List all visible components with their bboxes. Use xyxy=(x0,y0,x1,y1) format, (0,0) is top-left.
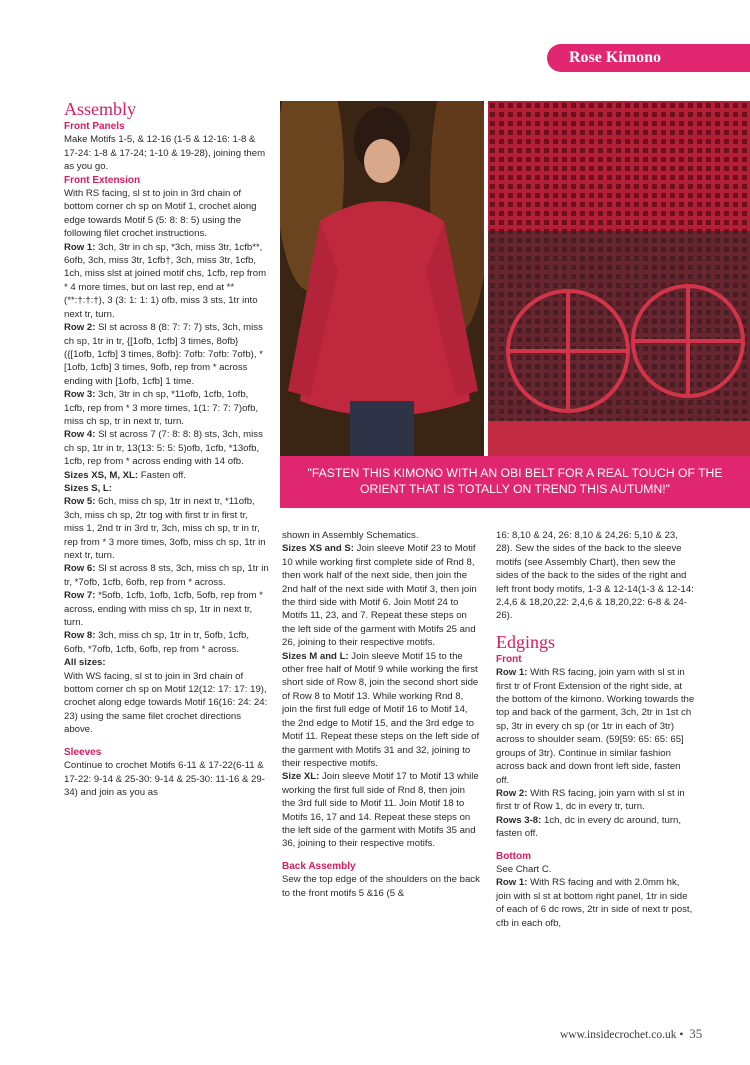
bottom-heading: Bottom xyxy=(496,850,531,862)
sizes-s-l: Sizes S, L: xyxy=(64,482,112,494)
all-sizes-label: All sizes: xyxy=(64,657,106,669)
lace-detail-graphic xyxy=(488,101,750,456)
detail-photo xyxy=(488,101,750,456)
all-sizes-text: With WS facing, sl st to join in 3rd chain of bottom corner ch sp on Motif 12(12: 17: 17: 19), crochet along edge towards Motif 16(16: 24: 24: 23) using the same filet crochet directions above. xyxy=(64,670,268,736)
front-panels-text: Make Motifs 1-5, & 12-16 (1-5 & 12-16: 1-8 & 17-24: 1-8 & 17-24; 1-10 & 19-28), joining them as you go. xyxy=(64,134,266,173)
row-8: Row 8: 3ch, miss ch sp, 1tr in tr, 5ofb, 1cfb, 6ofb, *7ofb, 1cfb, 6ofb, rep from * across. xyxy=(64,630,250,655)
edgings-heading: Edgings xyxy=(496,631,556,652)
sleeves-text: Continue to crochet Motifs 6-11 & 17-22(6-11 & 17-22: 9-14 & 25-30: 9-14 & 25-30: 11-16 & 29-34) and join as you as xyxy=(64,760,265,798)
model-photo xyxy=(280,101,484,456)
website-url: www.insidecrochet.co.uk xyxy=(560,1029,677,1041)
intro-text: shown in Assembly Schematics. xyxy=(282,530,419,541)
pull-quote: "FASTEN THIS KIMONO WITH AN OBI BELT FOR A REAL TOUCH OF THE ORIENT THAT IS TOTALLY ON TREND THIS AUTUMN!" xyxy=(280,456,750,508)
column-2 xyxy=(282,529,480,900)
page-footer xyxy=(560,1026,740,1042)
sizes-m-l: Sizes M and L: Join sleeve Motif 15 to the other free half of Motif 9 while working the first short side of Row 8, join the second short side of Row 8 to Motif 13. While working Rnd 8, join the first full edge of Motif 16 to Motif 14, the 2nd edge to Motif 15, and the 3rd edge to Motif 11. Repeat these steps on the left side of the garment with Motifs 31 and 32, joining to their respective motifs. xyxy=(282,650,480,769)
page-number: 35 xyxy=(689,1026,703,1041)
row-7: Row 7: *5ofb, 1cfb, 1ofb, 1cfb, 5ofb, rep from * across, ending with miss ch sp, 1tr in next tr, turn. xyxy=(64,590,263,629)
sizes-xs-m-xl: Sizes XS, M, XL: Fasten off. xyxy=(64,469,186,481)
front-row-1: Row 1: With RS facing, join yarn with sl st in first tr of Front Extension of the right side, at the bottom of the kimono. Working towards the top and back of the garment, 3ch, 2tr in 1st ch sp, 3tr in every ch sp (or 1tr in each of 3tr) across to shoulder seam. (59[59: 65: 65: 65] groups of 3tr). Continue in similar fashion across back and down front left side, fasten off. xyxy=(496,667,695,786)
section-tab: Rose Kimono xyxy=(547,44,750,72)
front-row-2: Row 2: With RS facing, join yarn with sl st in first tr of Row 1, dc in every tr, turn. xyxy=(496,787,685,813)
row-1: Row 1: 3ch, 3tr in ch sp, *3ch, miss 3tr, 1cfb**, 6ofb, 3ch, miss 3tr, 1cfb†, 3ch, miss 3tr, 1cfb, 1ch, miss slst at joined motif chs, 1cfb, rep from * 4 more times, but on last rep, end at ** (**:†:†:†), 3 (3: 1: 1: 1) ofb, miss 3 sts, 1tr into next tr, turn. xyxy=(64,241,267,320)
sleeves-heading: Sleeves xyxy=(64,746,102,758)
front-panels-heading: Front Panels xyxy=(64,121,125,132)
column-3 xyxy=(496,529,696,930)
continued-text: 16: 8,10 & 24, 26: 8,10 & 24,26: 5,10 & 23, 28). Sew the sides of the back to the sleeve motifs (see Assembly Chart), then sew the sides of the back to the sides of the right and left front body motifs, 1-3 & 12-14(1-3 & 12-14: 2,4,6 & 18,20,22: 2,4,6 & 18,20,22: 6-8 & 24-26). xyxy=(496,530,694,622)
front-heading: Front xyxy=(496,653,522,665)
row-6: Row 6: Sl st across 8 sts, 3ch, miss ch sp, 1tr in tr, *7ofb, 1cfb, 6ofb, rep from * across. xyxy=(64,563,269,588)
sizes-xs-s: Sizes XS and S: Join sleeve Motif 23 to Motif 10 while working first complete side of Rnd 8, then work half of the next side, then join the 2nd half of the next side with Motif 3, then join the third side with Motif 6. Join Motif 24 to Motifs 11, 23, and 7. Repeat these steps on the left side of the garment with Motifs 25 and 26, joining to their respective motifs. xyxy=(282,543,477,649)
row-2: Row 2: Sl st across 8 (8: 7: 7: 7) sts, 3ch, miss ch sp, 1tr in tr, {[1ofb, 1cfb] 3 times, 8ofb} ({[1ofb, 1cfb] 3 times, 8ofb}: 7ofb: 7ofb: 7ofb), *[1ofb, 1cfb] 3 times, 9ofb, rep from * across ending with [1ofb, 1cfb] 1 time. xyxy=(64,322,263,387)
front-extension-heading: Front Extension xyxy=(64,174,141,186)
size-xl: Size XL: Join sleeve Motif 17 to Motif 13 while working the first full side of Rnd 8, then join the 3rd full side to Motif 11. Join Motif 18 to Motifs 16, 17 and 14. Repeat these steps on the left side of the garment with Motifs 35 and 36, joining to their respective motifs. xyxy=(282,771,479,850)
row-3: Row 3: 3ch, 3tr in ch sp, *11ofb, 1cfb, 1ofb, 1cfb, rep from * 3 more times, 1(1: 7: 7: 7)ofb, miss ch sp, tr in next tr, turn. xyxy=(64,389,259,427)
row-5: Row 5: 6ch, miss ch sp, 1tr in next tr, *11ofb, 3ch, miss ch sp, 2tr tog with first tr in first tr, miss 1, 2nd tr in 3rd tr, 3ch, miss ch sp, tr in tr, rep from * 3 more times, 3ofb, miss ch sp, 1tr in next tr, turn. xyxy=(64,496,266,561)
model-photo-graphic xyxy=(280,101,484,456)
bottom-row-1: Row 1: With RS facing and with 2.0mm hk, join with sl st at bottom right panel, 1tr in side of each of 6 dc rows, 2tr in side of next tr post, cfb in each ofb, xyxy=(496,877,693,929)
back-assembly-heading: Back Assembly xyxy=(282,860,356,872)
front-extension-text: With RS facing, sl st to join in 3rd chain of bottom corner ch sp on Motif 1, crochet along edge towards Motif 5 (5: 8: 8: 5) using the following filet crochet instructions. xyxy=(64,188,257,240)
bottom-text: See Chart C. xyxy=(496,863,552,875)
row-4: Row 4: Sl st across 7 (7: 8: 8: 8) sts, 3ch, miss ch sp, 1tr in tr, 13(13: 5: 5: 5)ofb, 1cfb, *13ofb, 1cfb, rep from * across ending with 14 ofb. xyxy=(64,429,263,468)
back-assembly-text: Sew the top edge of the shoulders on the back to the front motifs 5 &16 (5 & xyxy=(282,874,480,899)
footer-bullet: • xyxy=(679,1029,684,1041)
front-rows-3-8: Rows 3-8: 1ch, dc in every dc around, turn, fasten off. xyxy=(496,814,682,840)
assembly-heading: Assembly xyxy=(64,99,136,119)
column-1 xyxy=(64,98,270,799)
